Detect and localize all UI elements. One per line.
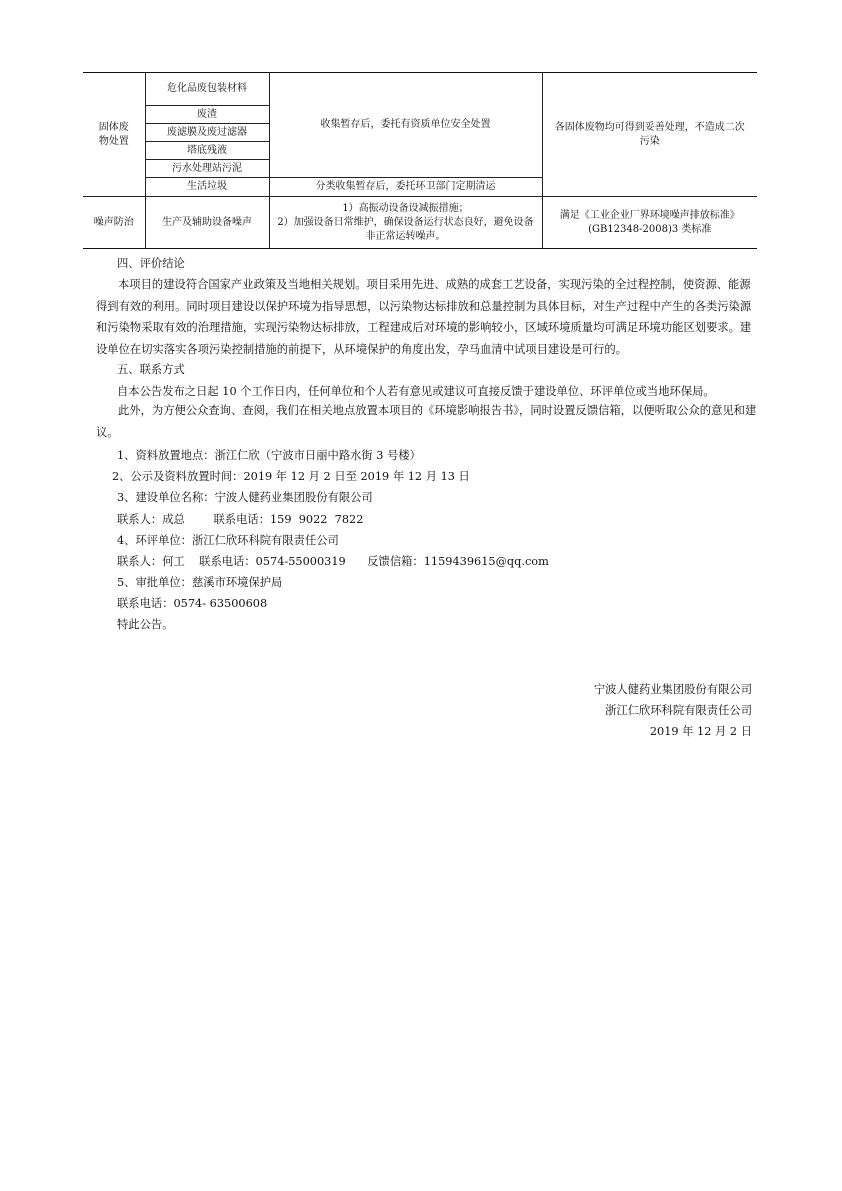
signature-date: 2019 年 12 月 2 日 [649, 725, 752, 738]
item-approval-unit: 5、审批单位：慈溪市环境保护局 [117, 576, 283, 589]
solid-waste-effect: 各固体废物均可得到妥善处理，不造成二次污染 [542, 73, 757, 197]
signature-org-2: 浙江仁欣环科院有限责任公司 [605, 704, 752, 717]
item-publicity-period: 2、公示及资料放置时间：2019 年 12 月 2 日至 2019 年 12 月 13 日 [112, 470, 470, 483]
noise-measure [269, 197, 542, 249]
waste-item: 废渣 [145, 106, 269, 124]
waste-item: 危化品废包装材料 [145, 73, 269, 106]
noise-item: 生产及辅助设备噪声 [145, 197, 269, 249]
domestic-waste-item: 生活垃圾 [145, 178, 269, 197]
noise-effect-2: (GB12348-2008)3 类标准 [588, 223, 712, 235]
solid-waste-measure: 收集暂存后，委托有资质单位安全处置 [269, 73, 542, 178]
noise-effect-1: 满足《工业企业厂界环境噪声排放标准》 [559, 209, 740, 221]
section4-heading: 四、评价结论 [117, 257, 185, 270]
section5-p1: 自本公告发布之日起 10 个工作日内，任何单位和个人若有意见或建议可直接反馈于建设单位、环评单位或当地环保局。 [117, 385, 715, 398]
waste-item: 污水处理站污泥 [145, 160, 269, 178]
waste-item: 废滤膜及废过滤器 [145, 124, 269, 142]
noise-measure-1: 1）高振动设备设减振措施； [342, 202, 469, 214]
noise-category: 噪声防治 [83, 197, 145, 249]
waste-item: 塔底残液 [145, 142, 269, 160]
domestic-waste-measure: 分类收集暂存后，委托环卫部门定期清运 [269, 178, 542, 197]
signature-org-1: 宁波人健药业集团股份有限公司 [593, 683, 752, 696]
noise-measure-2: 2）加强设备日常维护，确保设备运行状态良好，避免设备非正常运转噪声。 [277, 216, 534, 242]
item-eia-unit: 4、环评单位：浙江仁欣环科院有限责任公司 [117, 534, 339, 547]
eia-contact: 联系人：何工 联系电话：0574-55000319 反馈信箱：1159439615@qq.com [117, 555, 549, 568]
item-document-location: 1、资料放置地点：浙江仁欣（宁波市日丽中路水街 3 号楼） [117, 449, 421, 462]
section5-heading: 五、联系方式 [117, 363, 185, 376]
builder-contact: 联系人：成总 联系电话：159 9022 7822 [117, 513, 364, 526]
section4-body: 本项目的建设符合国家产业政策及当地相关规划。项目采用先进、成熟的成套工艺设备，实现污染的全过程控制，使资源、能源得到有效的利用。同时项目建设以保护环境为指导思想，以污染物达标排放和总量控制为具体目标，对生产过程中产生的各类污染源和污染物采取有效的治理措施，实现污染物达标排放，工程建成后对环境的影响较小，区域环境质量均可满足环境功能区划要求。建设单位在切实落实各项污染控制措施的前提下，从环境保护的角度出发，孕马血清中试项目建设是可行的。 [96, 278, 752, 356]
noise-effect [542, 197, 757, 249]
approval-contact: 联系电话：0574- 63500608 [117, 597, 268, 610]
closing-text: 特此公告。 [117, 618, 174, 631]
solid-waste-category: 固体废物处置 [83, 73, 145, 197]
pollution-control-table [83, 72, 757, 249]
item-builder: 3、建设单位名称：宁波人健药业集团股份有限公司 [117, 491, 373, 504]
section5-p2: 此外，为方便公众查询、查阅，我们在相关地点放置本项目的《环境影响报告书》，同时设置反馈信箱，以便听取公众的意见和建议。 [96, 404, 757, 439]
